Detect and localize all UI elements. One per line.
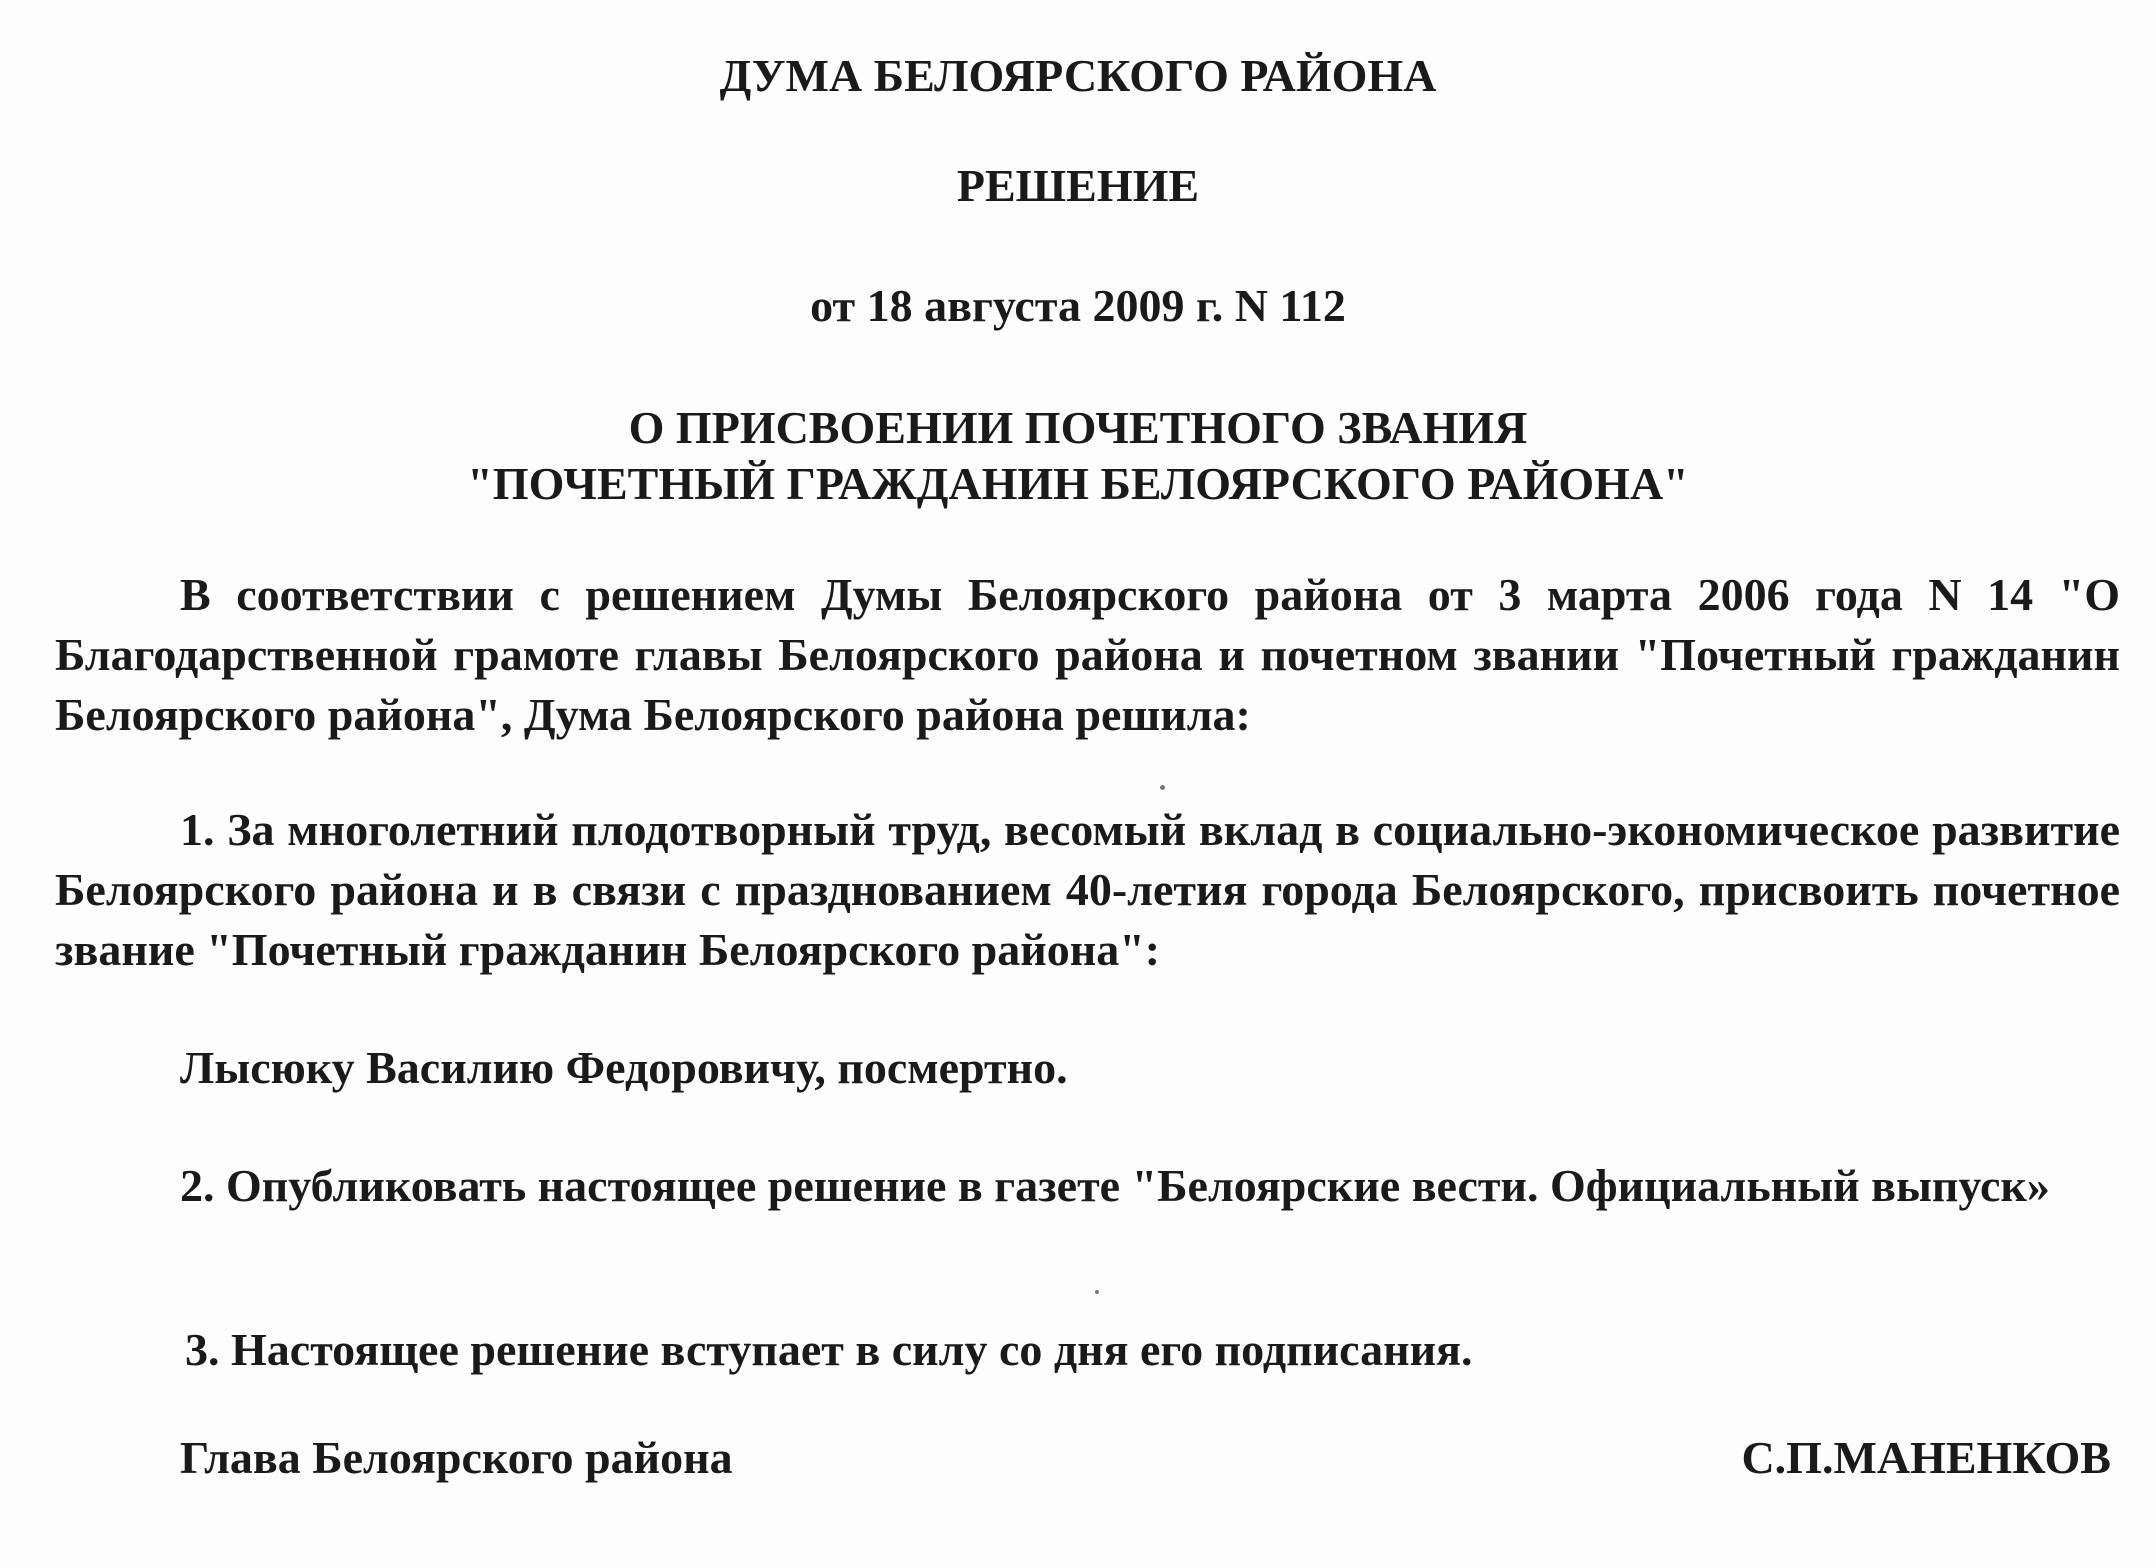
document-title-line-2: "ПОЧЕТНЫЙ ГРАЖДАНИН БЕЛОЯРСКОГО РАЙОНА" <box>467 458 1689 509</box>
scan-speck <box>1095 1290 1099 1294</box>
signature-position: Глава Белоярского района <box>180 1432 733 1483</box>
item-2-paragraph: 2. Опубликовать настоящее решение в газете "Белоярские вести. Официальный выпуск» <box>180 1160 2050 1211</box>
document-type-heading: РЕШЕНИЕ <box>956 160 1200 211</box>
item-3-paragraph: 3. Настоящее решение вступает в силу со дня его подписания. <box>185 1324 1473 1375</box>
awardee-line: Лысюку Василию Федоровичу, посмертно. <box>180 1042 1068 1093</box>
preamble-paragraph: В соответствии с решением Думы Белоярского района от 3 марта 2006 года N 14 "О Благодарственной грамоте главы Белоярского района и почетном звании "Почетный гражданин Белоярского района", Дума Белоярского района решила: <box>55 569 2120 740</box>
date-number-line: от 18 августа 2009 г. N 112 <box>810 280 1346 331</box>
organization-heading: ДУМА БЕЛОЯРСКОГО РАЙОНА <box>719 50 1437 101</box>
item-1-paragraph: 1. За многолетний плодотворный труд, весомый вклад в социально-экономическое развитие Белоярского района и в связи с празднованием 40-летия города Белоярского, присвоить почетное звание "Почетный гражданин Белоярского района": <box>55 804 2120 975</box>
scan-speck <box>1160 785 1165 790</box>
document-title-line-1: О ПРИСВОЕНИИ ПОЧЕТНОГО ЗВАНИЯ <box>628 402 1528 453</box>
signature-name: С.П.МАНЕНКОВ <box>1741 1432 2111 1483</box>
